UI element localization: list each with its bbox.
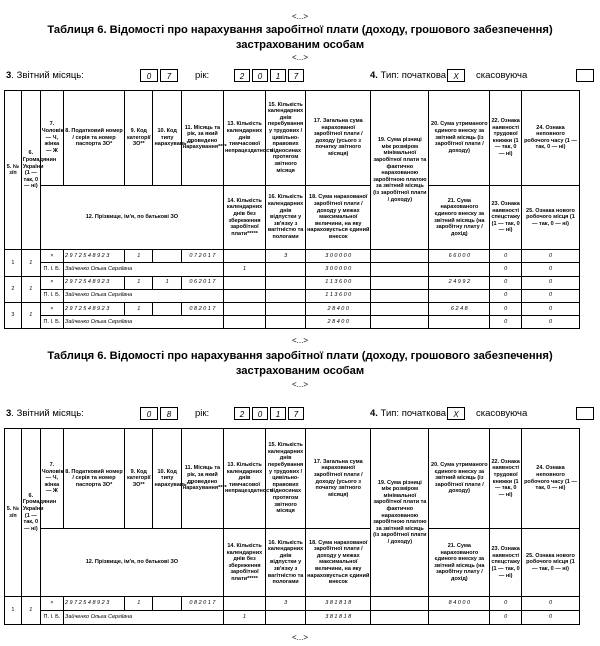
flag22-value[interactable]: 0	[490, 250, 522, 263]
year-label-2: рік:	[195, 408, 210, 419]
max-sum-value[interactable]: 3 0 0 0 0 0	[306, 263, 371, 276]
header-c21: 21. Сума нарахованого єдиного внеску за звітний місяць (на заробітну плату / дохід)	[429, 529, 490, 597]
passport-value[interactable]: 2 9 7 2 5 4 8 9 2 3	[63, 302, 124, 315]
year-digit-2c[interactable]: 1	[270, 407, 286, 420]
cross-mark: ×	[40, 276, 63, 289]
type-initial-box-2[interactable]: X	[447, 407, 465, 420]
year-digit-2d[interactable]: 7	[288, 407, 304, 420]
header-c22: 22. Ознака наявності трудової книжки (1 — так, 0 — ні)	[490, 429, 522, 529]
temp-days-value[interactable]	[223, 302, 265, 315]
name-label: П. І. Б.	[40, 263, 63, 276]
temp-days-value[interactable]	[223, 597, 265, 611]
ellipsis-1a: <...>	[291, 53, 308, 62]
full-name-value[interactable]: Зайченко Ольга Сергіївна	[63, 263, 223, 276]
type-label-1: 4. Тип: початкова	[370, 70, 447, 81]
vacation-days-value[interactable]: 1	[223, 611, 265, 625]
row-number: 2	[5, 276, 22, 302]
ellipsis-1b: <...>	[291, 336, 308, 345]
header-c12: 12. Прізвище, ім'я, по батькові ЗО	[40, 185, 223, 250]
header-c10: 10. Код типу нарахувань***	[153, 91, 181, 186]
type-initial-box-1[interactable]: X	[447, 69, 465, 82]
header-c6: 6. Громадянин України (1 — так, 0 — ні)	[21, 429, 40, 597]
month-year-value[interactable]: 0 7 2 0 1 7	[181, 250, 223, 263]
citizen-value[interactable]: 1	[21, 250, 40, 276]
header-c8: 8. Податковий номер / серія та номер паспорта ЗО*	[63, 429, 124, 529]
month-year-value[interactable]: 0 6 2 0 1 7	[181, 276, 223, 289]
flag23-value[interactable]: 0	[490, 289, 522, 302]
header-c20: 20. Сума утриманого єдиного внеску за звітний місяць (із заробітної плати / доходу)	[429, 429, 490, 529]
flag23-value[interactable]: 0	[490, 263, 522, 276]
category-value[interactable]: 1	[125, 250, 153, 263]
header-c24: 24. Ознака неповного робочого часу (1 — так, 0 — ні)	[521, 91, 579, 186]
year-digit-1c[interactable]: 1	[270, 69, 286, 82]
data-table-2	[4, 428, 580, 625]
cross-mark: ×	[40, 302, 63, 315]
max-sum-value[interactable]: 3 8 1 8 1 8	[306, 611, 371, 625]
header-c22: 22. Ознака наявності трудової книжки (1 — так, 0 — ні)	[490, 91, 522, 186]
flag22-value[interactable]: 0	[490, 597, 522, 611]
category-value[interactable]: 1	[125, 276, 153, 289]
category-value[interactable]: 1	[125, 302, 153, 315]
accrual-code-value[interactable]	[153, 597, 181, 611]
data-table-1	[4, 90, 580, 329]
cancel-label-1: скасовуюча	[476, 70, 528, 81]
row-number: 1	[5, 597, 22, 625]
category-value[interactable]: 1	[125, 597, 153, 611]
header-c21: 21. Сума нарахованого єдиного внеску за звітний місяць (на заробітну плату / дохід)	[429, 185, 490, 250]
header-c25: 25. Ознака нового робочого місця (1 — так, 0 — ні)	[521, 185, 579, 250]
header-c16: 16. Кількість календарних днів відпустки у зв'язку з вагітністю та пологами	[266, 529, 306, 597]
year-label-1: рік:	[195, 70, 210, 81]
month-digit-2b[interactable]: 8	[160, 407, 178, 420]
header-c17: 17. Загальна сума нарахованої заробітної плати / доходу (усього з початку звітного місяця)	[306, 91, 371, 186]
header-c8: 8. Податковий номер / серія та номер паспорта ЗО*	[63, 91, 124, 186]
total-sum-value[interactable]: 3 0 0 0 0 0	[306, 250, 371, 263]
year-digit-1b[interactable]: 0	[252, 69, 268, 82]
vacation-days-value[interactable]	[223, 289, 265, 302]
header-c18: 18. Сума нарахованої заробітної плати / доходу у межах максимальної величини, на яку нараховується єдиний внесок	[306, 529, 371, 597]
name-label: П. І. Б.	[40, 289, 63, 302]
header-c5: 5. № з/п	[5, 91, 22, 250]
ellipsis-2b: <...>	[291, 633, 308, 642]
month-digit-1b[interactable]: 7	[160, 69, 178, 82]
header-c14: 14. Кількість календарних днів без збереження заробітної плати*****	[223, 529, 265, 597]
header-c20: 20. Сума утриманого єдиного внеску за звітний місяць (із заробітної плати / доходу)	[429, 91, 490, 186]
total-sum-value[interactable]: 3 8 1 8 1 8	[306, 597, 371, 611]
month-year-value[interactable]: 0 8 2 0 1 7	[181, 597, 223, 611]
citizen-value[interactable]: 1	[21, 597, 40, 625]
header-c16: 16. Кількість календарних днів відпустки у зв'язку з вагітністю та пологами	[266, 185, 306, 250]
passport-value[interactable]: 2 9 7 2 5 4 8 9 2 3	[63, 597, 124, 611]
header-c9: 9. Код категорії ЗО**	[125, 429, 153, 529]
flag23-value[interactable]: 0	[490, 315, 522, 328]
type-label-2: 4. Тип: початкова	[370, 408, 447, 419]
header-c7: 7. Чоловік — Ч, жінка — Ж	[40, 429, 63, 529]
accrual-code-value[interactable]	[153, 250, 181, 263]
ellipsis-2a: <...>	[291, 380, 308, 389]
header-c23: 23. Ознака наявності спецстажу (1 — так, 0 — ні)	[490, 185, 522, 250]
header-c11: 11. Місяць та рік, за який проведено нарахування****	[181, 91, 223, 186]
citizen-value[interactable]: 1	[21, 302, 40, 328]
flag23-value[interactable]: 0	[490, 611, 522, 625]
temp-days-value[interactable]	[223, 276, 265, 289]
flag24-value[interactable]: 0	[521, 597, 579, 611]
flag25-value[interactable]: 0	[521, 263, 579, 276]
month-label-1: 3. Звітний місяць:	[6, 70, 84, 81]
header-c15: 15. Кількість календарних днів перебування у трудових / цивільно-правових відносинах протягом звітного місяця	[266, 429, 306, 529]
cross-mark: ×	[40, 250, 63, 263]
header-c5: 5. № з/п	[5, 429, 22, 597]
header-c13: 13. Кількість календарних днів тимчасової непрацездатності	[223, 91, 265, 186]
header-c11: 11. Місяць та рік, за який проведено нарахування****	[181, 429, 223, 529]
full-name-value[interactable]: Зайченко Ольга Сергіївна	[63, 611, 223, 625]
month-label-2: 3. Звітний місяць:	[6, 408, 84, 419]
year-digit-1d[interactable]: 7	[288, 69, 304, 82]
temp-days-value[interactable]	[223, 250, 265, 263]
header-c18: 18. Сума нарахованої заробітної плати / доходу у межах максимальної величини, на яку нараховується єдиний внесок	[306, 185, 371, 250]
cancel-box-2[interactable]	[576, 407, 594, 420]
flag25-value[interactable]: 0	[521, 289, 579, 302]
ellipsis-top: <...>	[291, 12, 308, 21]
month-digit-2a[interactable]: 0	[140, 407, 158, 420]
header-c6: 6. Громадянин України (1 — так, 0 — ні)	[21, 91, 40, 250]
accrual-code-value[interactable]: 1	[153, 276, 181, 289]
total-sum-value[interactable]: 2 8 4 0 0	[306, 302, 371, 315]
name-label: П. І. Б.	[40, 611, 63, 625]
header-c9: 9. Код категорії ЗО**	[125, 91, 153, 186]
passport-value[interactable]: 2 9 7 2 5 4 8 9 2 3	[63, 250, 124, 263]
cancel-label-2: скасовуюча	[476, 408, 528, 419]
header-c15: 15. Кількість календарних днів перебування у трудових / цивільно-правових відносинах протягом звітного місяця	[266, 91, 306, 186]
header-c23: 23. Ознака наявності спецстажу (1 — так, 0 — ні)	[490, 529, 522, 597]
header-c25: 25. Ознака нового робочого місця (1 — так, 0 — ні)	[521, 529, 579, 597]
header-c7: 7. Чоловік — Ч, жінка — Ж	[40, 91, 63, 186]
accrual-code-value[interactable]	[153, 302, 181, 315]
table-title-2: Таблиця 6. Відомості про нарахування заробітної плати (доходу, грошового забезпечення) застрахованим особам	[47, 350, 553, 377]
esv-value[interactable]: 6 6 0 0 0	[429, 250, 490, 263]
flag24-value[interactable]: 0	[521, 302, 579, 315]
header-c13: 13. Кількість календарних днів тимчасової непрацездатності	[223, 429, 265, 529]
max-sum-value[interactable]: 1 1 3 6 0 0	[306, 289, 371, 302]
total-sum-value[interactable]: 1 1 3 6 0 0	[306, 276, 371, 289]
esv-value[interactable]: 6 2 4 8	[429, 302, 490, 315]
esv-value[interactable]: 2 4 9 9 2	[429, 276, 490, 289]
header-c12: 12. Прізвище, ім'я, по батькові ЗО	[40, 529, 223, 597]
year-digit-2b[interactable]: 0	[252, 407, 268, 420]
labor-days-value[interactable]: 3	[266, 597, 306, 611]
vacation-days-value[interactable]	[223, 315, 265, 328]
flag25-value[interactable]: 0	[521, 315, 579, 328]
esv-value[interactable]: 8 4 0 0 0	[429, 597, 490, 611]
flag25-value[interactable]: 0	[521, 611, 579, 625]
year-digit-1a[interactable]: 2	[234, 69, 250, 82]
header-c14: 14. Кількість календарних днів без збереження заробітної плати*****	[223, 185, 265, 250]
vacation-days-value[interactable]: 1	[223, 263, 265, 276]
labor-days-value[interactable]	[266, 276, 306, 289]
year-digit-2a[interactable]: 2	[234, 407, 250, 420]
flag24-value[interactable]: 0	[521, 276, 579, 289]
header-c24: 24. Ознака неповного робочого часу (1 — так, 0 — ні)	[521, 429, 579, 529]
header-c19: 19. Сума різниці між розміром мінімальної заробітної плати та фактично нарахованою заробітною платою за звітний місяць (із заробітної плати / доходу)	[371, 429, 429, 597]
flag22-value[interactable]: 0	[490, 302, 522, 315]
labor-days-value[interactable]: 3	[266, 250, 306, 263]
passport-value[interactable]: 2 9 7 2 5 4 8 9 2 3	[63, 276, 124, 289]
header-c10: 10. Код типу нарахувань***	[153, 429, 181, 529]
month-year-value[interactable]: 0 8 2 0 1 7	[181, 302, 223, 315]
name-label: П. І. Б.	[40, 315, 63, 328]
header-c19: 19. Сума різниці між розміром мінімальної заробітної плати та фактично нарахованою заробітною платою за звітний місяць (із заробітної плати / доходу)	[371, 91, 429, 250]
month-digit-1a[interactable]: 0	[140, 69, 158, 82]
cancel-box-1[interactable]	[576, 69, 594, 82]
flag24-value[interactable]: 0	[521, 250, 579, 263]
labor-days-value[interactable]	[266, 302, 306, 315]
flag22-value[interactable]: 0	[490, 276, 522, 289]
citizen-value[interactable]: 1	[21, 276, 40, 302]
row-number: 1	[5, 250, 22, 276]
row-number: 3	[5, 302, 22, 328]
cross-mark: ×	[40, 597, 63, 611]
table-title-1: Таблиця 6. Відомості про нарахування заробітної плати (доходу, грошового забезпечення) застрахованим особам	[47, 24, 553, 51]
header-c17: 17. Загальна сума нарахованої заробітної плати / доходу (усього з початку звітного місяця)	[306, 429, 371, 529]
full-name-value[interactable]: Зайченко Ольга Сергіївна	[63, 315, 223, 328]
max-sum-value[interactable]: 2 8 4 0 0	[306, 315, 371, 328]
full-name-value[interactable]: Зайченко Ольга Сергіївна	[63, 289, 223, 302]
